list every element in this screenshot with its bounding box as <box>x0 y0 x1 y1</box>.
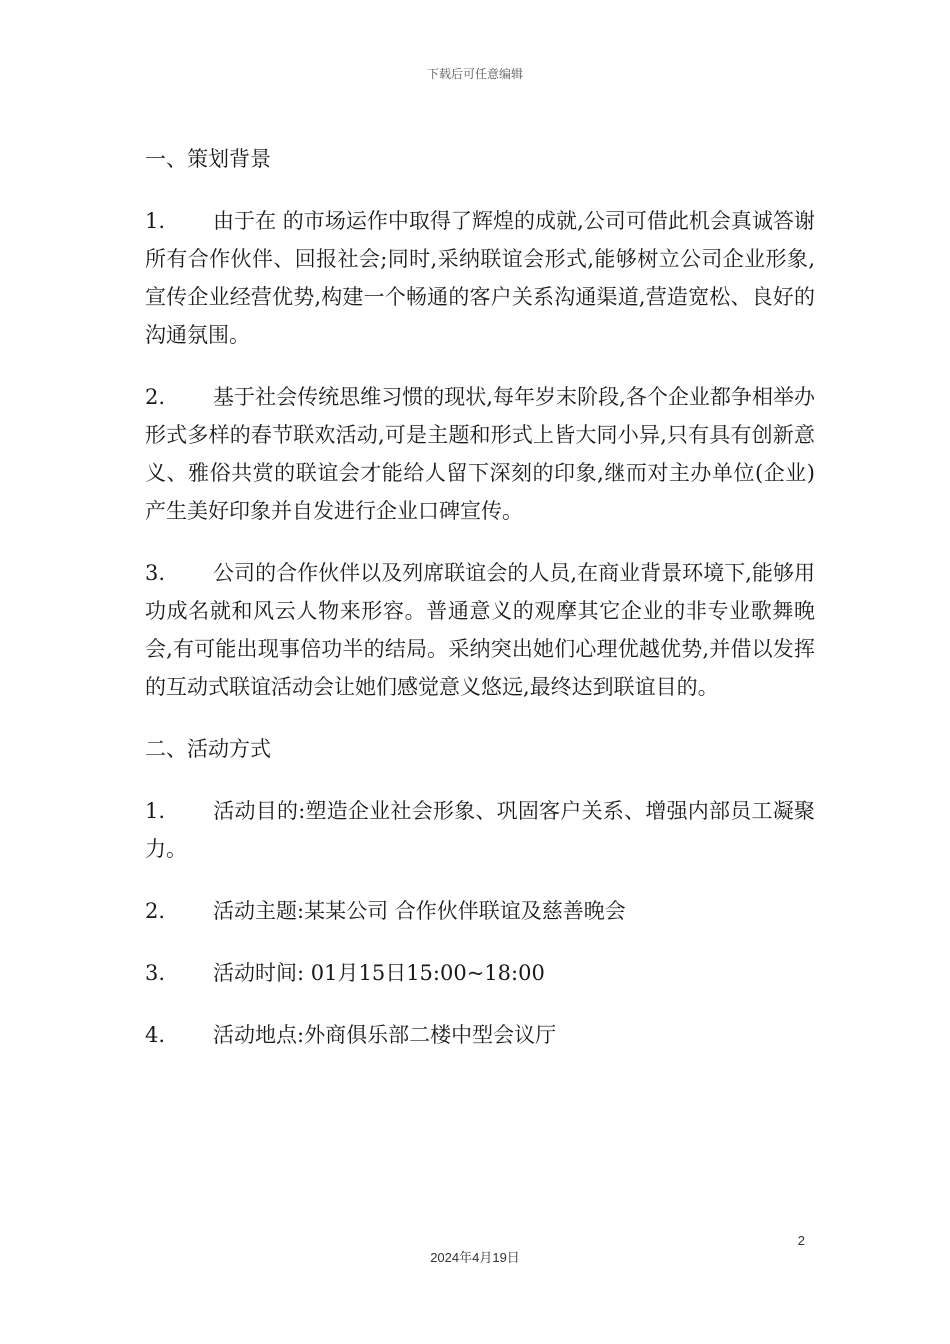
footer-date: 2024年4月19日 <box>430 1250 520 1265</box>
paragraph-background-3 <box>145 554 815 706</box>
item-number: 1. <box>145 799 166 823</box>
paragraph-background-2 <box>145 378 815 530</box>
paragraph-background-1 <box>145 202 815 354</box>
paragraph-text: 活动主题:某某公司 合作伙伴联谊及慈善晚会 <box>213 899 626 923</box>
activity-theme <box>145 892 815 930</box>
item-number: 1. <box>145 209 166 233</box>
activity-time <box>145 954 815 992</box>
activity-location <box>145 1016 815 1054</box>
paragraph-text: 活动地点:外商俱乐部二楼中型会议厅 <box>213 1023 557 1047</box>
item-number: 2. <box>145 385 166 409</box>
section-heading-background: 一、策划背景 <box>145 147 271 171</box>
paragraph-text: 活动目的:塑造企业社会形象、巩固客户关系、增强内部员工凝聚力。 <box>145 799 815 861</box>
page-number: 2 <box>797 1233 805 1248</box>
item-number: 3. <box>145 961 166 985</box>
document-body <box>145 140 815 1078</box>
item-number: 4. <box>145 1023 166 1047</box>
paragraph-text: 由于在 的市场运作中取得了辉煌的成就,公司可借此机会真诚答谢所有合作伙伴、回报社会;同时,采纳联谊会形式,能够树立公司企业形象,宣传企业经营优势,构建一个畅通的客户关系沟通渠道,营造宽松、良好的沟通氛围。 <box>145 209 815 347</box>
paragraph-text: 活动时间: 01月15日15:00~18:00 <box>213 961 545 985</box>
item-number: 3. <box>145 561 166 585</box>
activity-purpose <box>145 792 815 868</box>
section-heading-activity: 二、活动方式 <box>145 737 271 761</box>
item-number: 2. <box>145 899 166 923</box>
paragraph-text: 公司的合作伙伴以及列席联谊会的人员,在商业背景环境下,能够用功成名就和风云人物来形容。普通意义的观摩其它企业的非专业歌舞晚会,有可能出现事倍功半的结局。采纳突出她们心理优越优势,并借以发挥的互动式联谊活动会让她们感觉意义悠远,最终达到联谊目的。 <box>145 561 815 699</box>
paragraph-text: 基于社会传统思维习惯的现状,每年岁末阶段,各个企业都争相举办形式多样的春节联欢活动,可是主题和形式上皆大同小异,只有具有创新意义、雅俗共赏的联谊会才能给人留下深刻的印象,继而对主办单位(企业)产生美好印象并自发进行企业口碑宣传。 <box>145 385 815 523</box>
header-note: 下载后可任意编辑 <box>426 67 523 81</box>
